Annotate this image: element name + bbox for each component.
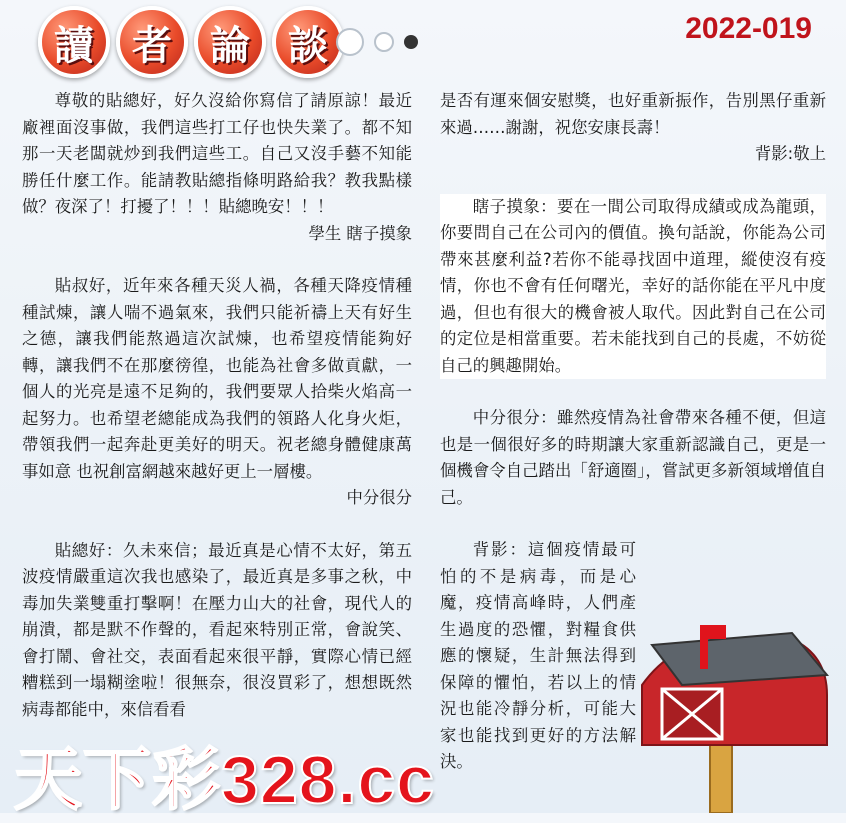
page-title: [38, 6, 344, 78]
mailbox-illustration: [622, 625, 832, 813]
left-column: [22, 88, 412, 749]
reply-2: 中分很分：雖然疫情為社會帶來各種不便，但這也是一個很好多的時期讓大家重新認識自己，更是一個機會令自己踏出「舒適圈」，嘗試更多新領域增值自己。: [440, 408, 826, 507]
letter-1-signature: 學生 瞎子摸象: [308, 223, 412, 243]
title-char-1: 讀: [38, 6, 110, 78]
letter-2-signature: 中分很分: [346, 488, 412, 507]
letter-3: 貼總好：久未來信；最近真是心情不太好，第五波疫情嚴重這次我也感染了，最近真是多事之秋，中毒加失業雙重打擊啊！在壓力山大的社會，現代人的崩潰，都是默不作聲的，看起來特別正常，會說笑、會打鬧、會社交，表面看起來很平靜，實際心情已經糟糕到一塌糊塗啦！很無奈，很沒買彩了，想想既然病毒都能中，來信看看: [22, 540, 412, 719]
letter-2: 貼叔好，近年來各種天災人禍，各種天降疫情種種試煉，讓人喘不過氣來，我們只能祈禱上天有好生之德，讓我們能熬過這次試煉，也希望疫情能夠好轉，讓我們不在那麼徬徨，也能為社會多做貢獻，一個人的光亮是遠不足夠的，我們要眾人拾柴火焰高一起努力。也希望老總能成為我們的領路人化身火炬，帶領我們一起奔赴更美好的明天。祝老總身體健康萬事如意 也祝創富網越來越好更上一層樓。: [22, 276, 412, 481]
letter-3-continued: 是否有運來個安慰獎，也好重新振作，告別黑仔重新來過……謝謝，祝您安康長壽！: [440, 91, 826, 137]
dot-icon: [374, 32, 394, 52]
title-char-2: 者: [116, 6, 188, 78]
title-char-4: 談: [272, 6, 344, 78]
watermark: 天下彩328.cc: [14, 742, 435, 818]
letter-1: 尊敬的貼總好，好久沒給你寫信了請原諒！最近廠裡面沒事做，我們這些打工仔也快失業了。都不知那一天老闆就炒到我們這些工。自己又沒手藝不知能勝任什麼工作。能請教貼總指條明路給我？教我點樣做？夜深了！打擾了！！！貼總晚安！！！: [22, 91, 412, 216]
decorative-dots: [336, 28, 418, 56]
reply-3: 背影：這個疫情最可怕的不是病毒，而是心魔，疫情高峰時，人們產生過度的恐懼，對糧食供應的懷疑，生計無法得到保障的懼怕，若以上的情況也能冷靜分析，可能大家也能找到更好的方法解決。: [440, 540, 636, 771]
reply-1: 瞎子摸象：要在一間公司取得成績或成為龍頭，你要問自己在公司內的價值。換句話說，你能為公司帶來甚麼利益?若你不能尋找固中道理，縱使沒有疫情，你也不會有任何曙光，幸好的話你能在平凡中度過，但也有很大的機會被人取代。因此對自己在公司的定位是相當重要。若未能找到自己的長處，不妨從自己的興趣開始。: [440, 194, 826, 380]
issue-number: 2022-019: [685, 12, 812, 45]
title-char-3: 論: [194, 6, 266, 78]
letter-3-signature: 背影:敬上: [754, 144, 826, 163]
page-header: [0, 0, 846, 82]
dot-icon: [336, 28, 364, 56]
dot-icon: [404, 35, 418, 49]
